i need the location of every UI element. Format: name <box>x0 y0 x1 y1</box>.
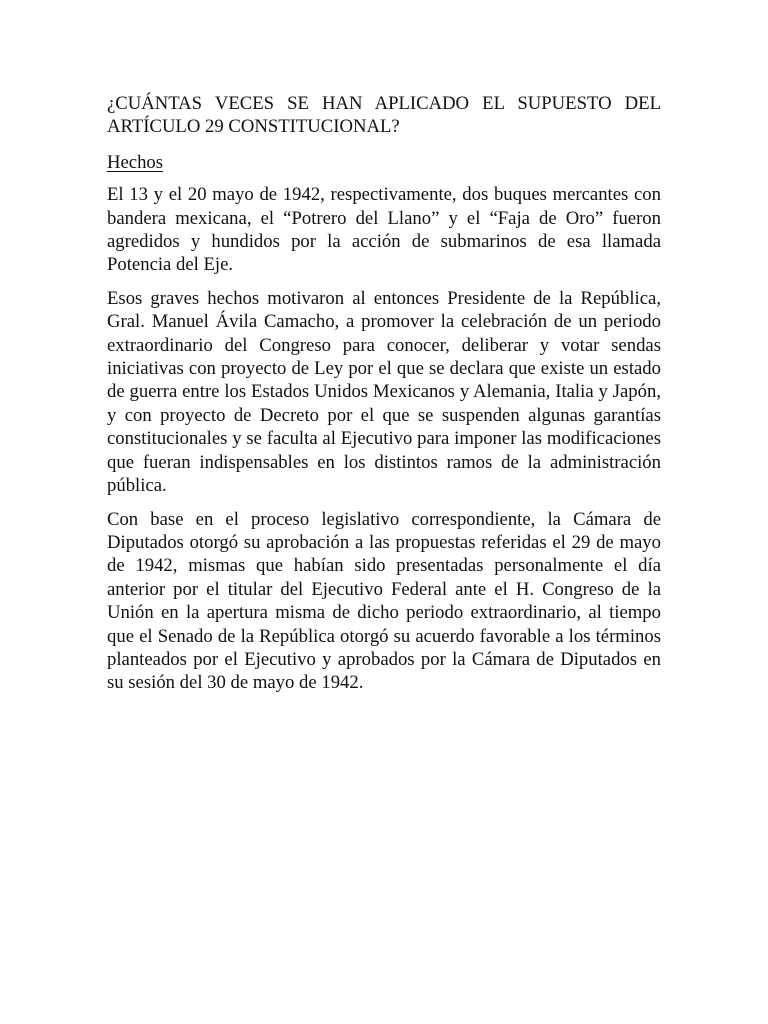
paragraph-3: Con base en el proceso legislativo correspondiente, la Cámara de Diputados otorgó su aprobación a las propuestas referidas el 29 de mayo de 1942, mismas que habían sido presentadas personalmente el día anterior por el titular del Ejecutivo Federal ante el H. Congreso de la Unión en la apertura misma de dicho periodo extraordinario, al tiempo que el Senado de la República otorgó su acuerdo favorable a los términos planteados por el Ejecutivo y aprobados por la Cámara de Diputados en su sesión del 30 de mayo de 1942. <box>107 508 661 694</box>
section-heading-hechos: Hechos <box>107 151 164 173</box>
paragraph-1: El 13 y el 20 mayo de 1942, respectivamente, dos buques mercantes con bandera mexicana, el “Potrero del Llano” y el “Faja de Oro” fueron agredidos y hundidos por la acción de submarinos de esa llamada Potencia del Eje. <box>107 184 661 276</box>
paragraph-2: Esos graves hechos motivaron al entonces Presidente de la República, Gral. Manuel Ávila Camacho, a promover la celebración de un periodo extraordinario del Congreso para conocer, deliberar y votar sendas iniciativas con proyecto de Ley por el que se declara que existe un estado de guerra entre los Estados Unidos Mexicanos y Alemania, Italia y Japón, y con proyecto de Decreto por el que se suspenden algunas garantías constitucionales y se faculta al Ejecutivo para imponer las modificaciones que fueran indispensables en los distintos ramos de la administración pública. <box>107 287 661 497</box>
document-title: ¿CUÁNTAS VECES SE HAN APLICADO EL SUPUESTO DEL ARTÍCULO 29 CONSTITUCIONAL? <box>107 93 661 138</box>
document-page <box>107 92 661 705</box>
